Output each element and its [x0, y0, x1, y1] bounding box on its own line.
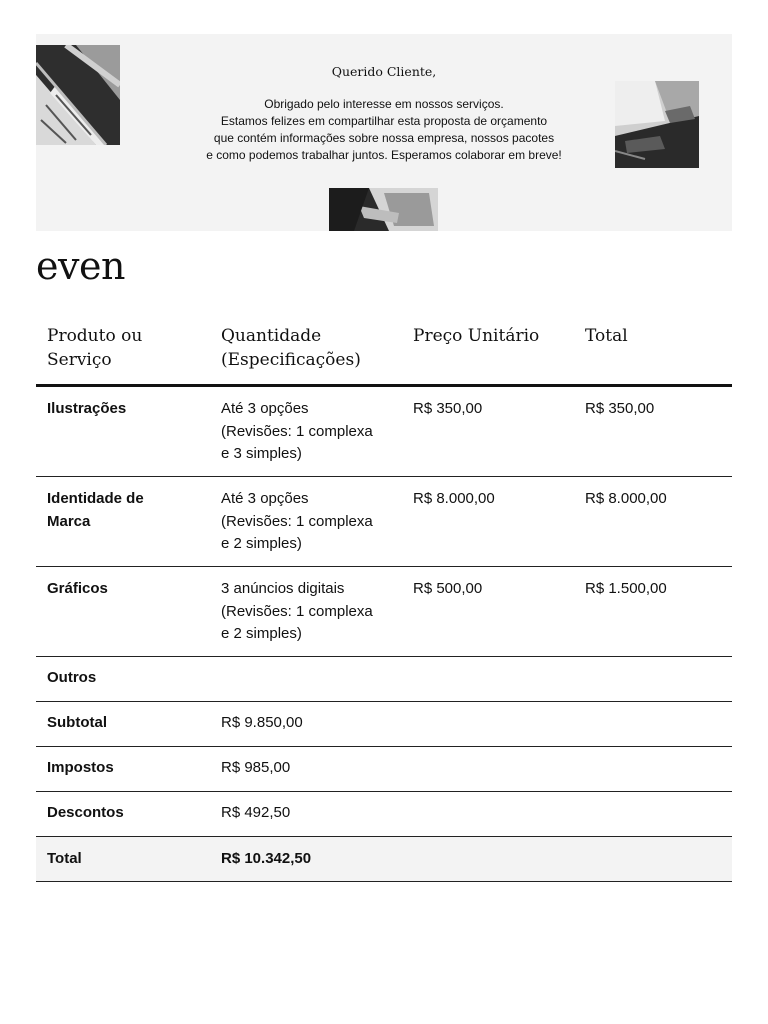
column-header-quantity: Quantidade (Especificações)	[221, 326, 361, 370]
subtotal-value: R$ 9.850,00	[221, 714, 303, 731]
letter-intro-line: Estamos felizes em compartilhar esta proposta de orçamento	[220, 114, 548, 128]
product-name-line: Identidade de	[47, 490, 144, 507]
taxes-label: Impostos	[47, 759, 114, 776]
column-header-total: Total	[585, 326, 628, 346]
quantity-line: (Revisões: 1 complexa	[221, 512, 373, 530]
quantity-spec	[221, 398, 406, 466]
summary-row-taxes	[36, 747, 732, 792]
grand-total-value: R$ 10.342,50	[221, 850, 312, 867]
unit-price: R$ 8.000,00	[413, 490, 495, 507]
unit-price: R$ 350,00	[413, 400, 483, 417]
quantity-line: e 2 simples)	[221, 625, 302, 642]
table-header	[36, 322, 732, 387]
summary-row-discounts	[36, 792, 732, 837]
header-band	[36, 34, 732, 231]
quantity-spec	[221, 488, 406, 556]
table-row-others	[36, 657, 732, 702]
product-name: Ilustrações	[47, 400, 127, 417]
table-row	[36, 477, 732, 567]
architecture-photo-image	[36, 45, 120, 145]
product-name: Gráficos	[47, 580, 108, 597]
line-total: R$ 350,00	[585, 400, 655, 417]
letter-intro	[146, 96, 622, 164]
subtotal-label: Subtotal	[47, 714, 107, 731]
column-header-product: Produto ou Serviço	[47, 326, 143, 370]
grand-total-label: Total	[47, 850, 82, 867]
grand-total-row	[36, 837, 732, 882]
line-total: R$ 1.500,00	[585, 580, 667, 597]
table-row	[36, 567, 732, 657]
keyboard-photo-image	[329, 188, 438, 231]
quantity-line: Até 3 opções	[221, 400, 309, 417]
laptop-typing-photo-image	[615, 81, 699, 168]
line-total: R$ 8.000,00	[585, 490, 667, 507]
quantity-line: Até 3 opções	[221, 490, 309, 507]
discounts-value: R$ 492,50	[221, 804, 291, 821]
discounts-label: Descontos	[47, 804, 124, 821]
quantity-line: e 3 simples)	[221, 445, 302, 462]
product-name	[47, 488, 207, 533]
summary-row-subtotal	[36, 702, 732, 747]
unit-price: R$ 500,00	[413, 580, 483, 597]
quantity-spec	[221, 578, 406, 646]
quantity-line: e 2 simples)	[221, 535, 302, 552]
letter-greeting: Querido Cliente,	[331, 64, 437, 79]
table-row	[36, 387, 732, 477]
quantity-line: 3 anúncios digitais	[221, 580, 345, 597]
quantity-line: (Revisões: 1 complexa	[221, 422, 373, 440]
architecture-photo	[36, 45, 120, 145]
brand-logo: even	[36, 244, 125, 288]
letter-intro-line: e como podemos trabalhar juntos. Esperamos colaborar em breve!	[206, 148, 562, 162]
taxes-value: R$ 985,00	[221, 759, 291, 776]
laptop-typing-photo	[615, 81, 699, 168]
letter-intro-line: Obrigado pelo interesse em nossos serviços.	[264, 97, 504, 111]
keyboard-photo	[329, 188, 438, 231]
quantity-line: (Revisões: 1 complexa	[221, 602, 373, 620]
column-header-unit-price: Preço Unitário	[413, 326, 540, 346]
quote-table	[36, 322, 732, 882]
others-label: Outros	[47, 669, 97, 686]
letter-intro-line: que contém informações sobre nossa empresa, nossos pacotes	[213, 131, 555, 145]
product-name-line: Marca	[47, 512, 91, 530]
